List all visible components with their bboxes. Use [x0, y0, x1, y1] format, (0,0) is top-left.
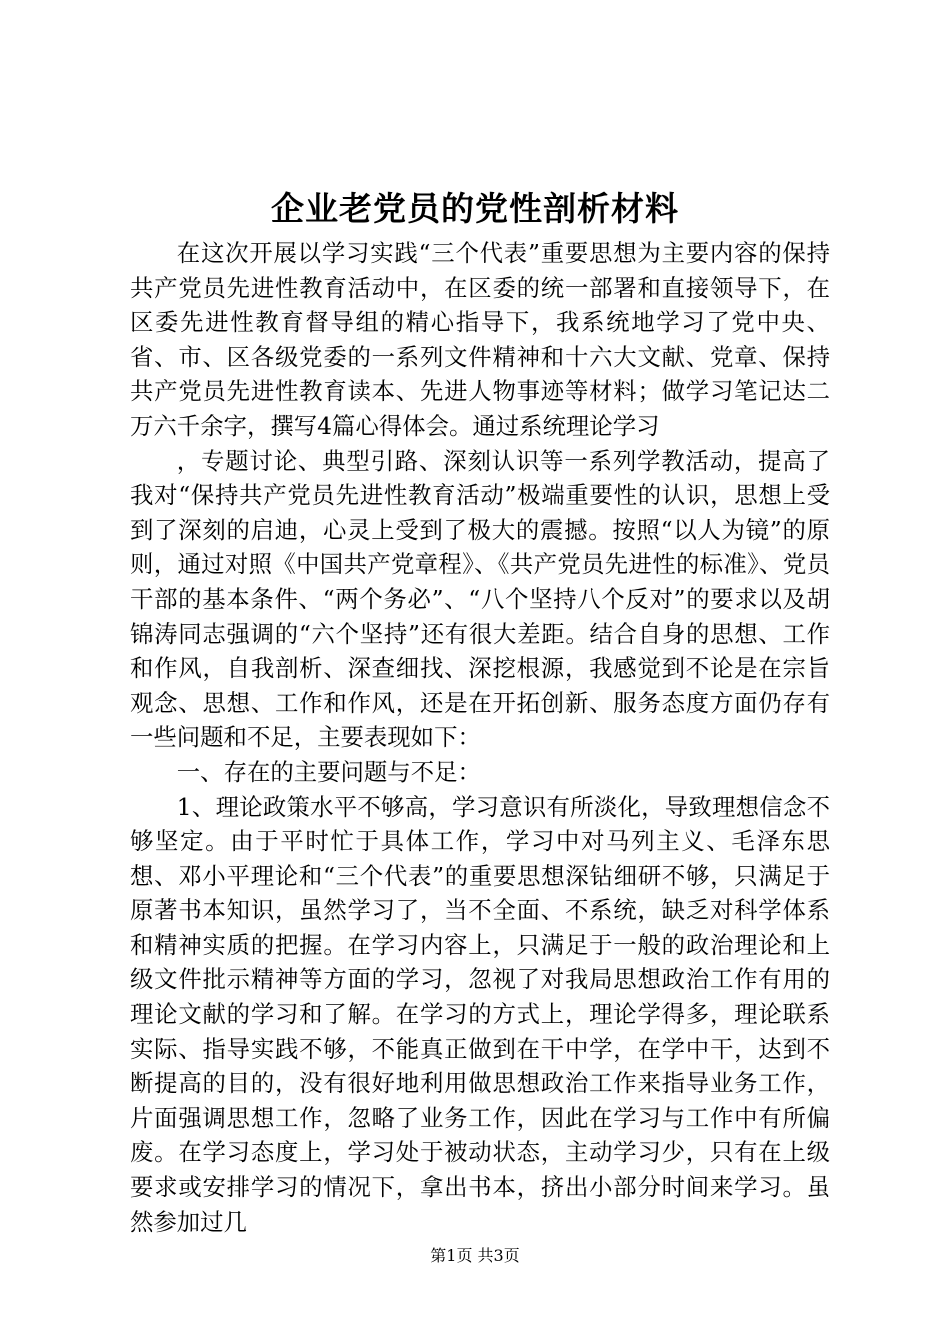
page-number-footer: 第1页 共3页 — [430, 1246, 520, 1265]
paragraph-continuation: ，专题讨论、典型引路、深刻认识等一系列学教活动，提高了我对“保持共产党员先进性教育活动”极端重要性的认识，思想上受到了深刻的启迪，心灵上受到了极大的震撼。按照“以人为镜”的原则，通过对照《中国共产党章程》、《共产党员先进性的标准》、党员干部的基本条件、“两个务必”、“八个坚持八个反对”的要求以及胡锦涛同志强调的“六个坚持”还有很大差距。结合自身的思想、工作和作风，自我剖析、深查细找、深挖根源，我感觉到不论是在宗旨观念、思想、工作和作风，还是在开拓创新、服务态度方面仍存有一些问题和不足，主要表现如下： — [130, 446, 830, 752]
document-title: 企业老党员的党性剖析材料 — [271, 189, 679, 228]
document-body — [130, 236, 830, 1239]
paragraph-item-1: 1、理论政策水平不够高，学习意识有所淡化，导致理想信念不够坚定。由于平时忙于具体工作，学习中对马列主义、毛泽东思想、邓小平理论和“三个代表”的重要思想深钻细研不够，只满足于原著书本知识，虽然学习了，当不全面、不系统，缺乏对科学体系和精神实质的把握。在学习内容上，只满足于一般的政治理论和上级文件批示精神等方面的学习，忽视了对我局思想政治工作有用的理论文献的学习和了解。在学习的方式上，理论学得多，理论联系实际、指导实践不够，不能真正做到在干中学，在学中干，达到不断提高的目的，没有很好地利用做思想政治工作来指导业务工作，片面强调思想工作，忽略了业务工作，因此在学习与工作中有所偏废。在学习态度上，学习处于被动状态，主动学习少，只有在上级要求或安排学习的情况下，拿出书本，挤出小部分时间来学习。虽然参加过几 — [130, 792, 830, 1236]
section-heading: 一、存在的主要问题与不足： — [176, 757, 481, 786]
paragraph-intro: 在这次开展以学习实践“三个代表”重要思想为主要内容的保持共产党员先进性教育活动中，在区委的统一部署和直接领导下，在区委先进性教育督导组的精心指导下，我系统地学习了党中央、省、市、区各级党委的一系列文件精神和十六大文献、党章、保持共产党员先进性教育读本、先进人物事迹等材料；做学习笔记达二万六千余字，撰写4篇心得体会。通过系统理论学习 — [130, 239, 830, 440]
